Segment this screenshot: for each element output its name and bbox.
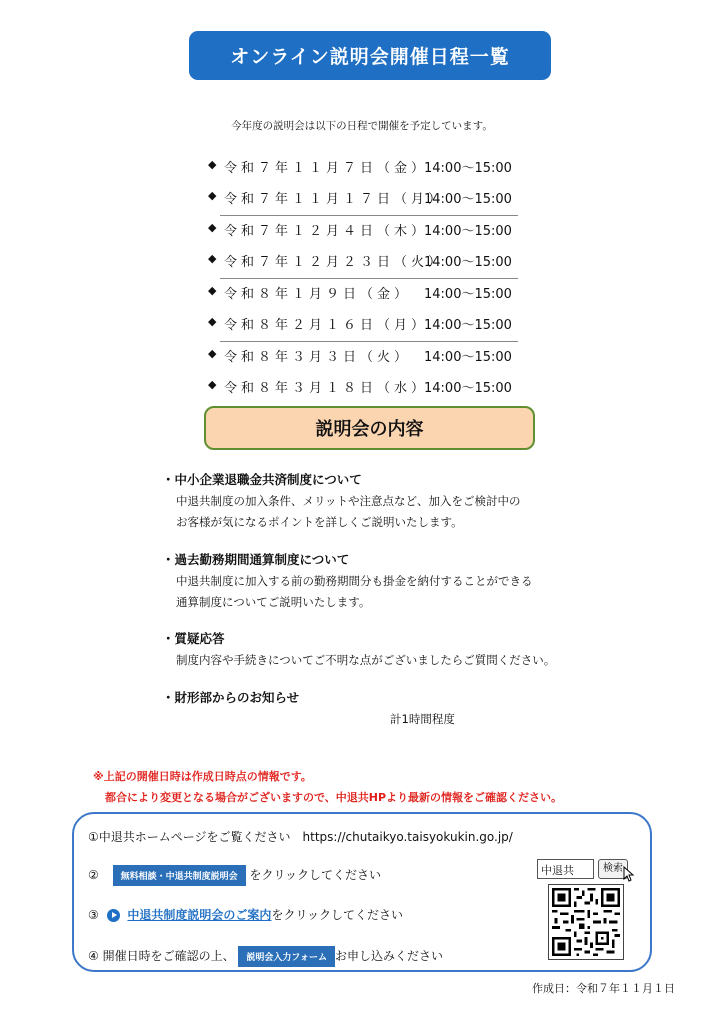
step-2-number: ② bbox=[88, 868, 99, 882]
step-4-text-b: お申し込みください bbox=[334, 949, 443, 963]
schedule-row bbox=[208, 245, 518, 275]
seminar-menu-button[interactable]: 無料相談・中退共制度説明会 bbox=[113, 865, 246, 886]
schedule-row bbox=[208, 214, 518, 244]
schedule-divider bbox=[220, 215, 518, 216]
schedule-time: 14:00～15:00 bbox=[424, 224, 512, 239]
bullet-diamond-icon: ◆ bbox=[208, 378, 217, 391]
bullet-diamond-icon: ◆ bbox=[208, 284, 217, 297]
qr-code[interactable] bbox=[548, 884, 624, 960]
bullet-diamond-icon: ◆ bbox=[208, 158, 217, 171]
notice-line-2: 都合により変更となる場合がございますので、中退共HPより最新の情報をご確認ください。 bbox=[105, 791, 563, 804]
seminar-guide-link[interactable]: 中退共制度説明会のご案内 bbox=[127, 908, 272, 922]
schedule-row bbox=[208, 371, 518, 401]
schedule-row bbox=[208, 182, 518, 212]
content-item-head: ・過去勤務期間通算制度について bbox=[162, 552, 350, 567]
schedule-date: 令和８年３月１８日（水） bbox=[224, 381, 429, 396]
entry-form-button[interactable]: 説明会入力フォーム bbox=[238, 946, 335, 967]
schedule-divider bbox=[220, 341, 518, 342]
schedule-time: 14:00～15:00 bbox=[424, 192, 512, 207]
pointer-cursor-icon bbox=[622, 866, 636, 882]
section-title: 説明会の内容 bbox=[204, 406, 535, 450]
step-2 bbox=[88, 865, 381, 886]
schedule-row bbox=[208, 340, 518, 370]
schedule-date: 令和７年１２月２３日（火） bbox=[224, 255, 446, 270]
content-item-line: 中退共制度の加入条件、メリットや注意点など、加入をご検討中の bbox=[176, 494, 521, 508]
intro-text: 今年度の説明会は以下の日程で開催を予定しています。 bbox=[231, 120, 493, 132]
search-input[interactable]: 中退共 bbox=[537, 859, 594, 879]
content-item-qa bbox=[162, 629, 582, 668]
schedule-time: 14:00～15:00 bbox=[424, 161, 512, 176]
notice-line-1: ※上記の開催日時は作成日時点の情報です。 bbox=[93, 770, 312, 783]
schedule-date: 令和８年１月９日（金） bbox=[224, 287, 412, 302]
schedule-date: 令和７年１１月７日（金） bbox=[224, 161, 429, 176]
step-3 bbox=[88, 906, 403, 923]
schedule-time: 14:00～15:00 bbox=[424, 350, 512, 365]
content-item-past-service bbox=[162, 550, 582, 610]
schedule-divider bbox=[220, 278, 518, 279]
play-icon bbox=[107, 909, 120, 922]
total-duration: 計1時間程度 bbox=[390, 712, 455, 726]
content-item-head: ・財形部からのお知らせ bbox=[162, 690, 300, 705]
content-item-line: お客様が気になるポイントを詳しくご説明いたします。 bbox=[176, 515, 463, 529]
step-2-text: をクリックしてください bbox=[249, 868, 381, 882]
schedule-time: 14:00～15:00 bbox=[424, 287, 512, 302]
bullet-diamond-icon: ◆ bbox=[208, 252, 217, 265]
content-item-line: 通算制度についてご説明いたします。 bbox=[176, 595, 371, 609]
step-4 bbox=[88, 946, 443, 967]
bullet-diamond-icon: ◆ bbox=[208, 189, 217, 202]
schedule-time: 14:00～15:00 bbox=[424, 318, 512, 333]
bullet-diamond-icon: ◆ bbox=[208, 221, 217, 234]
step-1: ①中退共ホームページをご覧ください https://chutaikyo.taisyokukin.go.jp/ bbox=[88, 830, 513, 844]
schedule-row bbox=[208, 151, 518, 181]
schedule-date: 令和８年２月１６日（月） bbox=[224, 318, 429, 333]
bullet-diamond-icon: ◆ bbox=[208, 315, 217, 328]
content-item-line: 中退共制度に加入する前の勤務期間分も掛金を納付することができる bbox=[176, 574, 533, 588]
schedule-date: 令和８年３月３日（火） bbox=[224, 350, 412, 365]
schedule-date: 令和７年１２月４日（木） bbox=[224, 224, 429, 239]
schedule-date: 令和７年１１月１７日（月） bbox=[224, 192, 446, 207]
bullet-diamond-icon: ◆ bbox=[208, 347, 217, 360]
schedule-row bbox=[208, 308, 518, 338]
created-date: 作成日：令和７年１１月１日 bbox=[532, 982, 675, 995]
step-3-number: ③ bbox=[88, 908, 99, 922]
content-item-system bbox=[162, 470, 582, 530]
content-item-news bbox=[162, 688, 582, 706]
step-3-text: をクリックしてください bbox=[271, 908, 403, 922]
content-item-line: 制度内容や手続きについてご不明な点がございましたらご質問ください。 bbox=[176, 653, 556, 667]
content-item-head: ・中小企業退職金共済制度について bbox=[162, 472, 362, 487]
page-title: オンライン説明会開催日程一覧 bbox=[189, 31, 551, 80]
content-item-head: ・質疑応答 bbox=[162, 631, 225, 646]
search-button[interactable]: 検索 bbox=[598, 859, 628, 879]
schedule-time: 14:00～15:00 bbox=[424, 255, 512, 270]
step-4-text-a: ④ 開催日時をご確認の上、 bbox=[88, 949, 235, 963]
schedule-time: 14:00～15:00 bbox=[424, 381, 512, 396]
schedule-row bbox=[208, 277, 518, 307]
